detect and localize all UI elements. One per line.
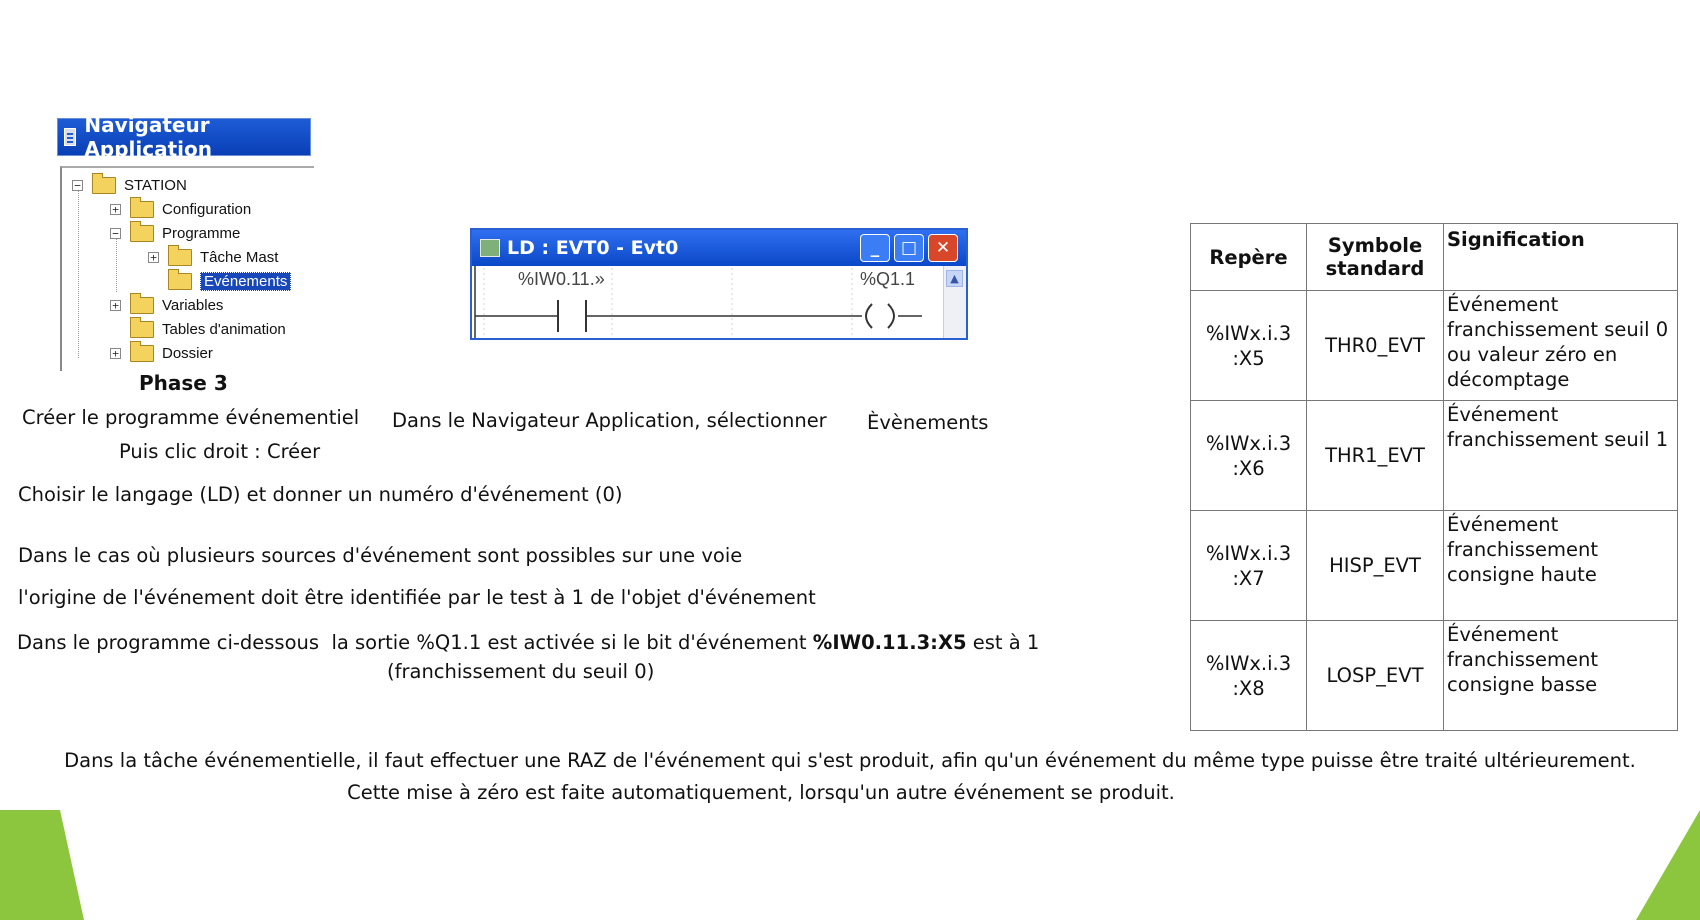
ld-window-title: LD : EVT0 - Evt0 <box>507 237 679 259</box>
cell-signification: Événement franchissement consigne haute <box>1444 511 1678 621</box>
cell-symbole: THR1_EVT <box>1307 401 1444 511</box>
cell-repere: %IWx.i.3 :X6 <box>1191 401 1307 511</box>
tree-item-dossier[interactable] <box>110 342 213 364</box>
open-folder-icon <box>130 225 154 242</box>
tree-item-configuration[interactable] <box>110 198 251 220</box>
expand-toggle-icon[interactable]: + <box>110 300 121 311</box>
navigator-select-text: Dans le Navigateur Application, sélectionner <box>392 409 827 432</box>
auto-reset-text: Cette mise à zéro est faite automatiquement, lorsqu'un autre événement se produit. <box>347 781 1175 804</box>
column-header-signification: Signification <box>1444 224 1678 291</box>
expand-toggle-icon[interactable]: + <box>110 204 121 215</box>
create-program-text: Créer le programme événementiel <box>22 406 360 429</box>
tree-item-evenements[interactable] <box>148 270 291 292</box>
table-header-row <box>1191 224 1678 291</box>
cell-repere: %IWx.i.3 :X8 <box>1191 621 1307 731</box>
table-row <box>1191 621 1678 731</box>
program-below-part-a: Dans le programme ci-dessous la sortie %Q1.1 est activée si le bit d'événement <box>17 631 813 654</box>
cell-signification: Événement franchissement seuil 0 ou valeur zéro en décomptage <box>1444 291 1678 401</box>
coil-variable-label: %Q1.1 <box>860 269 916 289</box>
ld-rung-area[interactable] <box>472 266 966 338</box>
folder-icon <box>130 345 154 362</box>
tree-connector <box>78 188 79 358</box>
event-bits-table <box>1190 223 1678 731</box>
program-below-part-b: est à 1 <box>966 631 1040 654</box>
cell-symbole: LOSP_EVT <box>1307 621 1444 731</box>
cell-repere: %IWx.i.3 :X5 <box>1191 291 1307 401</box>
minimize-button[interactable]: _ <box>860 234 890 262</box>
table-row <box>1191 291 1678 401</box>
tree-item-label: Tables d'animation <box>162 320 286 338</box>
tree-item-label: Dossier <box>162 344 213 362</box>
events-word-text: Èvènements <box>867 411 989 434</box>
tree-item-tables-animation[interactable] <box>110 318 286 340</box>
tree-item-label: Programme <box>162 224 241 242</box>
event-bit-reference: %IW0.11.3:X5 <box>812 631 967 654</box>
multiple-sources-text: Dans le cas où plusieurs sources d'événement sont possibles sur une voie <box>18 544 743 567</box>
ld-editor-window <box>470 228 968 340</box>
navigator-title: Navigateur Application <box>84 113 212 161</box>
column-header-symbole: Symbole standard <box>1307 224 1444 291</box>
ld-window-icon <box>480 239 500 257</box>
maximize-button[interactable]: □ <box>894 234 924 262</box>
tree-item-station[interactable] <box>72 174 187 196</box>
folder-icon <box>168 249 192 266</box>
navigator-tree <box>60 166 314 371</box>
choose-language-text: Choisir le langage (LD) et donner un numéro d'événement (0) <box>18 483 623 506</box>
open-folder-icon <box>92 177 116 194</box>
tree-item-tache-mast[interactable] <box>148 246 278 268</box>
navigator-titlebar <box>57 113 311 161</box>
program-below-text <box>17 631 1039 654</box>
tree-item-label: Configuration <box>162 200 252 218</box>
decorative-corner-left <box>0 810 84 920</box>
threshold-note-text: (franchissement du seuil 0) <box>387 660 655 683</box>
tree-item-label-selected: Evénements <box>200 272 291 291</box>
cell-symbole: HISP_EVT <box>1307 511 1444 621</box>
cell-signification: Événement franchissement seuil 1 <box>1444 401 1678 511</box>
column-header-repere: Repère <box>1191 224 1307 291</box>
collapse-toggle-icon[interactable]: − <box>72 180 83 191</box>
close-button[interactable]: ✕ <box>928 234 958 262</box>
origin-test-text: l'origine de l'événement doit être identifiée par le test à 1 de l'objet d'événement <box>18 586 816 609</box>
tree-item-label: Variables <box>162 296 224 314</box>
decorative-corner-right <box>1636 810 1700 920</box>
tree-item-label: Tâche Mast <box>200 248 279 266</box>
table-row <box>1191 401 1678 511</box>
table-row <box>1191 511 1678 621</box>
window-icon <box>64 128 76 146</box>
scroll-up-arrow-icon[interactable]: ▲ <box>946 270 963 287</box>
tree-item-label: STATION <box>124 176 187 194</box>
folder-icon <box>168 273 192 290</box>
cell-signification: Événement franchissement consigne basse <box>1444 621 1678 731</box>
cell-symbole: THR0_EVT <box>1307 291 1444 401</box>
raz-instruction-text: Dans la tâche événementielle, il faut effectuer une RAZ de l'événement qui s'est produit, afin qu'un événement du même type puisse être traité ultérieurement. <box>64 749 1636 772</box>
collapse-toggle-icon[interactable]: − <box>110 228 121 239</box>
expand-toggle-icon[interactable]: + <box>148 252 159 263</box>
contact-variable-label: %IW0.11.» <box>518 269 605 289</box>
right-click-text: Puis clic droit : Créer <box>119 440 321 463</box>
cell-repere: %IWx.i.3 :X7 <box>1191 511 1307 621</box>
folder-icon <box>130 321 154 338</box>
folder-icon <box>130 201 154 218</box>
ld-titlebar <box>472 230 966 266</box>
expand-toggle-icon[interactable]: + <box>110 348 121 359</box>
tree-item-programme[interactable] <box>110 222 240 244</box>
phase-label: Phase 3 <box>139 371 228 395</box>
tree-item-variables[interactable] <box>110 294 223 316</box>
folder-icon <box>130 297 154 314</box>
vertical-scrollbar[interactable] <box>943 266 966 338</box>
